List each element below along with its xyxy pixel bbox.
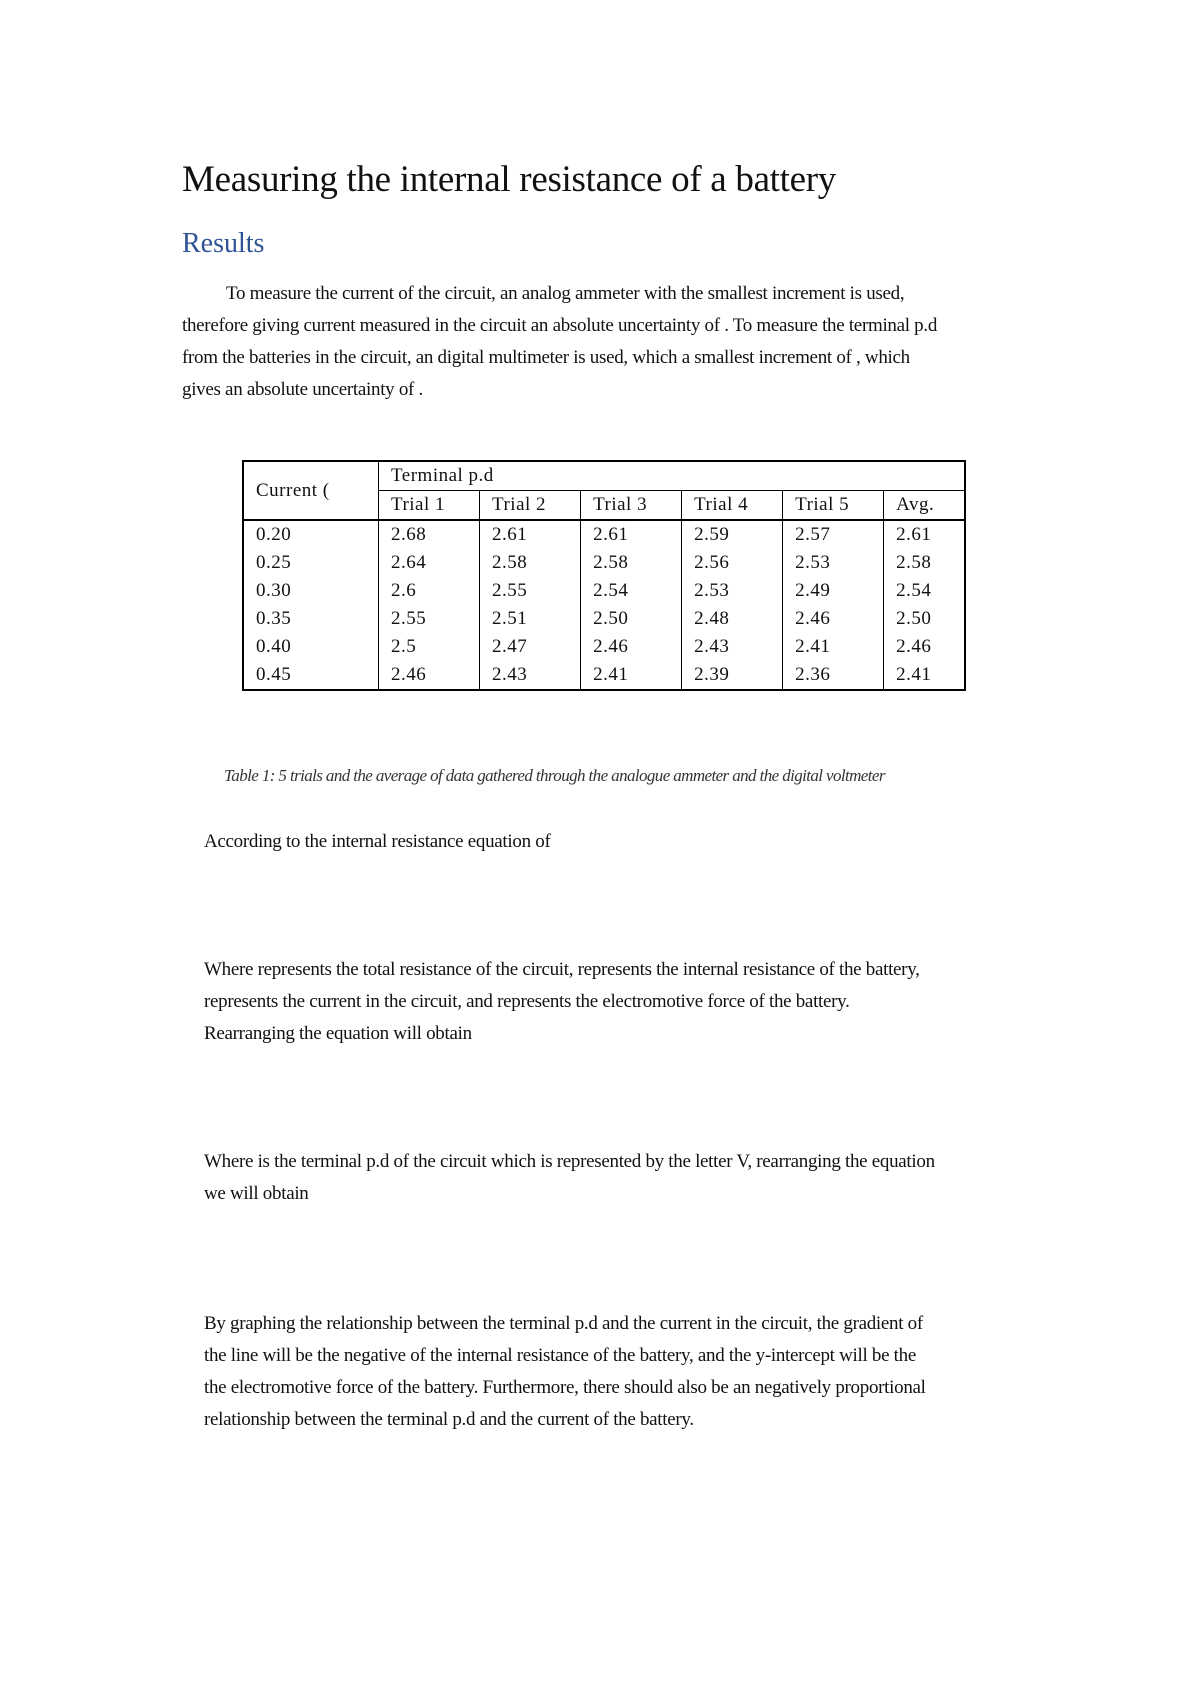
intro-line: from the batteries in the circuit, an digital multimeter is used, which a smallest increment of , which: [182, 347, 910, 368]
average-cell: 2.58: [884, 549, 965, 577]
paragraph-line: the line will be the negative of the internal resistance of the battery, and the y-intercept will be the: [204, 1345, 916, 1366]
value-cell: 2.41: [783, 633, 884, 661]
value-cell: 2.51: [480, 605, 581, 633]
value-cell: 2.41: [581, 661, 682, 690]
value-cell: 2.56: [682, 549, 783, 577]
intro-line: gives an absolute uncertainty of .: [182, 379, 423, 400]
value-cell: 2.36: [783, 661, 884, 690]
graph-paragraph: [204, 1308, 1044, 1436]
where-paragraph-2: [204, 1146, 1044, 1210]
value-cell: 2.55: [379, 605, 480, 633]
paragraph-line: According to the internal resistance equation of: [204, 831, 551, 852]
document-title: Measuring the internal resistance of a battery: [182, 159, 836, 200]
paragraph-line: Where is the terminal p.d of the circuit which is represented by the letter V, rearranging the equation: [204, 1151, 935, 1172]
paragraph-line: Where represents the total resistance of the circuit, represents the internal resistance of the battery,: [204, 959, 920, 980]
table-row: [243, 661, 965, 690]
value-cell: 2.6: [379, 577, 480, 605]
value-cell: 2.64: [379, 549, 480, 577]
value-cell: 2.58: [480, 549, 581, 577]
paragraph-line: relationship between the terminal p.d and the current of the battery.: [204, 1409, 694, 1430]
where-paragraph-1: [204, 954, 1044, 1050]
value-cell: 2.43: [480, 661, 581, 690]
terminal-pd-header: Terminal p.d: [379, 461, 966, 491]
value-cell: 2.39: [682, 661, 783, 690]
table-caption: Table 1: 5 trials and the average of data gathered through the analogue ammeter and the digital voltmeter: [224, 766, 885, 785]
average-cell: 2.46: [884, 633, 965, 661]
paragraph-line: we will obtain: [204, 1183, 309, 1204]
results-table: [242, 460, 966, 691]
table-row: [243, 605, 965, 633]
value-cell: 2.61: [581, 520, 682, 549]
column-header-trial-5: Trial 5: [783, 491, 884, 521]
paragraph-line: By graphing the relationship between the terminal p.d and the current in the circuit, the gradient of: [204, 1313, 923, 1334]
current-cell: 0.20: [243, 520, 379, 549]
paragraph-line: represents the current in the circuit, and represents the electromotive force of the battery.: [204, 991, 850, 1012]
table-header-row: [243, 461, 965, 491]
current-header: Current (: [243, 461, 379, 520]
value-cell: 2.59: [682, 520, 783, 549]
intro-line: To measure the current of the circuit, an analog ammeter with the smallest increment is used,: [226, 283, 905, 304]
value-cell: 2.50: [581, 605, 682, 633]
column-header-trial-2: Trial 2: [480, 491, 581, 521]
equation-intro-paragraph: [204, 826, 1044, 858]
current-cell: 0.30: [243, 577, 379, 605]
column-header-trial-3: Trial 3: [581, 491, 682, 521]
value-cell: 2.61: [480, 520, 581, 549]
current-cell: 0.35: [243, 605, 379, 633]
average-cell: 2.41: [884, 661, 965, 690]
column-header-trial-4: Trial 4: [682, 491, 783, 521]
value-cell: 2.57: [783, 520, 884, 549]
average-cell: 2.61: [884, 520, 965, 549]
paragraph-line: Rearranging the equation will obtain: [204, 1023, 472, 1044]
value-cell: 2.58: [581, 549, 682, 577]
intro-line: therefore giving current measured in the circuit an absolute uncertainty of . To measure the terminal p.d: [182, 315, 938, 336]
table-row: [243, 520, 965, 549]
current-cell: 0.45: [243, 661, 379, 690]
table-row: [243, 549, 965, 577]
table-row: [243, 577, 965, 605]
column-header-trial-1: Trial 1: [379, 491, 480, 521]
value-cell: 2.55: [480, 577, 581, 605]
value-cell: 2.53: [682, 577, 783, 605]
value-cell: 2.68: [379, 520, 480, 549]
results-heading: Results: [182, 228, 265, 259]
value-cell: 2.48: [682, 605, 783, 633]
column-header-average: Avg.: [884, 491, 965, 521]
value-cell: 2.54: [581, 577, 682, 605]
table-row: [243, 633, 965, 661]
value-cell: 2.47: [480, 633, 581, 661]
value-cell: 2.49: [783, 577, 884, 605]
current-cell: 0.25: [243, 549, 379, 577]
intro-paragraph: [182, 278, 1022, 406]
average-cell: 2.50: [884, 605, 965, 633]
value-cell: 2.46: [783, 605, 884, 633]
value-cell: 2.46: [379, 661, 480, 690]
paragraph-line: the electromotive force of the battery. Furthermore, there should also be an negatively proportional: [204, 1377, 926, 1398]
current-cell: 0.40: [243, 633, 379, 661]
value-cell: 2.46: [581, 633, 682, 661]
value-cell: 2.5: [379, 633, 480, 661]
value-cell: 2.53: [783, 549, 884, 577]
value-cell: 2.43: [682, 633, 783, 661]
average-cell: 2.54: [884, 577, 965, 605]
